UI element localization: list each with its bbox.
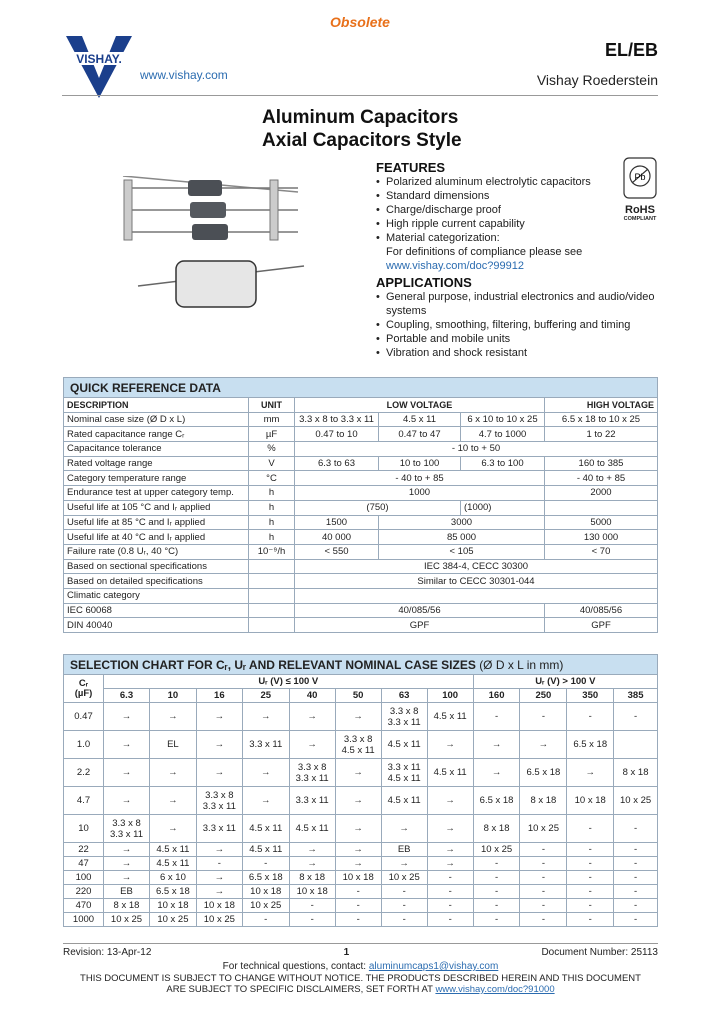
case-size-cell: - [567,815,614,843]
case-size-cell: → [196,843,242,857]
case-size-cell: → [196,731,242,759]
pb-text: Pb [634,172,646,182]
case-size-cell: → [381,815,427,843]
case-size-line: 3.3 x 11 [387,716,421,728]
table-row: DIN 40040 GPF GPF [64,618,658,633]
case-size-cell: 10 x 25 [520,815,567,843]
voltage-header: 100 [427,689,473,703]
case-size-cell: → [520,731,567,759]
case-size-cell: - [335,913,381,927]
case-size-cell: - [520,703,567,731]
contact-email[interactable]: aluminumcaps1@vishay.com [368,961,499,972]
case-size-cell: 10 x 25 [104,913,150,927]
table-row: Nominal case size (Ø D x L) mm 3.3 x 8 to 3.3 x 11 4.5 x 11 6 x 10 to 10 x 25 6.5 x 18 to 10 x 25 [64,412,658,427]
case-size-cell: 4.5 x 11 [381,787,427,815]
case-size-cell: → [104,787,150,815]
case-size-cell: - [335,899,381,913]
table-row [64,731,658,759]
case-size-cell: - [381,885,427,899]
list-item: • Polarized aluminum electrolytic capacitors [376,175,666,189]
case-size-cell: → [381,857,427,871]
case-size-cell [289,759,335,787]
vishay-logo [64,36,134,103]
capacitance-cell: 470 [64,899,104,913]
case-size-cell: 6.5 x 18 [520,759,567,787]
list-item: • General purpose, industrial electronics and audio/video systems [376,290,661,318]
case-size-cell: → [242,787,289,815]
table-row: Based on sectional specifications IEC 384-4, CECC 30300 [64,559,658,574]
case-size-cell: → [196,759,242,787]
capacitance-cell: 47 [64,857,104,871]
case-size-cell: - [427,913,473,927]
case-size-cell: 10 x 18 [196,899,242,913]
table-row [64,913,658,927]
case-size-cell: - [473,871,520,885]
case-size-cell: EB [381,843,427,857]
logo-text: VISHAY. [76,52,122,66]
case-size-cell: - [473,913,520,927]
case-size-cell: - [427,885,473,899]
case-size-cell: → [196,871,242,885]
case-size-cell: → [150,787,197,815]
case-size-cell: → [150,759,197,787]
case-size-cell: 4.5 x 11 [289,815,335,843]
case-size-cell: 6.5 x 18 [473,787,520,815]
case-size-line: 3.3 x 11 [109,828,144,840]
case-size-cell: - [473,703,520,731]
title-line-1: Aluminum Capacitors [262,107,459,128]
table-row: Endurance test at upper category temp. h 1000 2000 [64,486,658,501]
case-size-cell: - [242,857,289,871]
case-size-cell: - [567,703,614,731]
table-row [64,885,658,899]
rohs-sub: COMPLIANT [623,216,657,222]
table-row: Rated voltage range V 6.3 to 63 10 to 100 6.3 to 100 160 to 385 [64,456,658,471]
capacitance-cell: 10 [64,815,104,843]
disclaimer-line-2: ARE SUBJECT TO SPECIFIC DISCLAIMERS, SET FORTH AT www.vishay.com/doc?91000 [166,984,555,995]
low-voltage-header: Uᵣ (V) ≤ 100 V [104,675,474,689]
case-size-cell: → [289,731,335,759]
case-size-cell: 6.5 x 18 [150,885,197,899]
selection-chart-title: SELECTION CHART FOR Cᵣ, Uᵣ AND RELEVANT NOMINAL CASE SIZES (Ø D x L in mm) [64,655,658,675]
list-item: • High ripple current capability [376,217,666,231]
case-size-cell: → [567,759,614,787]
case-size-cell: 3.3 x 11 [196,815,242,843]
case-size-cell: 10 x 25 [473,843,520,857]
case-size-cell: - [614,815,658,843]
features-heading: FEATURES [376,160,446,175]
case-size-cell: 6.5 x 18 [242,871,289,885]
capacitance-cell: 22 [64,843,104,857]
case-size-cell: → [427,815,473,843]
case-size-cell: → [104,857,150,871]
capacitance-cell: 100 [64,871,104,885]
case-size-cell [381,703,427,731]
title-line-2: Axial Capacitors Style [262,130,462,151]
case-size-cell: - [289,899,335,913]
list-item: • Coupling, smoothing, filtering, buffering and timing [376,318,661,332]
footer [63,943,658,995]
voltage-header: 350 [567,689,614,703]
applications-list [376,290,661,360]
column-header: LOW VOLTAGE [295,398,545,413]
compliance-link[interactable]: www.vishay.com/doc?99912 [386,260,524,272]
case-size-cell: EL [150,731,197,759]
table-row [64,703,658,731]
header-divider [62,95,658,96]
case-size-line: 4.5 x 11 [341,744,375,756]
page-number: 1 [343,947,350,958]
table-row: Climatic category [64,588,658,603]
case-size-cell: → [104,759,150,787]
case-size-cell: - [520,899,567,913]
case-size-cell: - [427,899,473,913]
case-size-cell: - [567,899,614,913]
case-size-cell: → [150,703,197,731]
case-size-cell: → [427,843,473,857]
table-row: Category temperature range °C - 40 to + 85 - 40 to + 85 [64,471,658,486]
case-size-cell: - [567,885,614,899]
case-size-cell: - [520,913,567,927]
table-row: IEC 60068 40/085/56 40/085/56 [64,603,658,618]
case-size-cell: 4.5 x 11 [242,815,289,843]
case-size-line: 3.3 x 8 [112,817,141,829]
selection-chart-table [63,654,658,927]
capacitance-cell: 1000 [64,913,104,927]
case-size-cell: - [520,843,567,857]
website-link[interactable]: www.vishay.com [140,68,228,82]
case-size-cell: → [104,703,150,731]
case-size-cell: → [427,857,473,871]
case-size-cell [381,759,427,787]
logo-icon [64,36,134,98]
case-size-cell: → [473,731,520,759]
column-header: DESCRIPTION [64,398,249,413]
case-size-cell [196,787,242,815]
case-size-cell: → [335,787,381,815]
case-size-cell: - [335,885,381,899]
table-row [64,871,658,885]
disclaimer-link[interactable]: www.vishay.com/doc?91000 [435,984,555,995]
case-size-cell: - [614,899,658,913]
applications-section [376,275,661,360]
list-item: • Charge/discharge proof [376,203,666,217]
capacitance-cell: 2.2 [64,759,104,787]
case-size-cell: 10 x 18 [150,899,197,913]
case-size-cell: 3.3 x 11 [289,787,335,815]
case-size-cell: 10 x 18 [289,885,335,899]
rohs-badge [618,156,662,222]
table-row: Useful life at 40 °C and Iᵣ applied h 40 000 85 000 130 000 [64,530,658,545]
table-row: Based on detailed specifications Similar to CECC 30301-044 [64,574,658,589]
case-size-cell: - [614,843,658,857]
table-row [64,787,658,815]
case-size-cell: 3.3 x 11 [242,731,289,759]
case-size-line: 3.3 x 11 [295,772,329,784]
case-size-cell: - [289,913,335,927]
table-row: Useful life at 85 °C and Iᵣ applied h 1500 3000 5000 [64,515,658,530]
table-row: Capacitance tolerance % - 10 to + 50 [64,442,658,457]
case-size-cell: → [335,815,381,843]
case-size-cell: - [614,703,658,731]
capacitor-image [118,176,308,316]
voltage-header: 25 [242,689,289,703]
case-size-cell: 10 x 25 [381,871,427,885]
case-size-cell: 4.5 x 11 [150,843,197,857]
case-size-cell: 10 x 25 [196,913,242,927]
case-size-cell: → [289,843,335,857]
case-size-line: 3.3 x 11 [387,761,421,773]
case-size-cell: - [614,885,658,899]
case-size-line: 3.3 x 11 [202,800,236,812]
case-size-cell: 10 x 18 [567,787,614,815]
case-size-cell: 6 x 10 [150,871,197,885]
case-size-cell: - [473,857,520,871]
case-size-cell: - [567,843,614,857]
case-size-cell: - [427,871,473,885]
case-size-cell: → [473,759,520,787]
case-size-cell: 8 x 18 [473,815,520,843]
voltage-header: 63 [381,689,427,703]
case-size-cell: 4.5 x 11 [150,857,197,871]
case-size-cell: - [614,857,658,871]
disclaimer-line-1: THIS DOCUMENT IS SUBJECT TO CHANGE WITHOUT NOTICE. THE PRODUCTS DESCRIBED HEREIN AND THIS DOCUMENT [80,973,641,984]
case-size-cell: - [381,913,427,927]
case-size-cell: 4.5 x 11 [427,703,473,731]
case-size-cell: - [381,899,427,913]
capacitance-cell: 1.0 [64,731,104,759]
contact-line: For technical questions, contact: aluminumcaps1@vishay.com [222,961,499,972]
case-size-cell: - [614,913,658,927]
compliance-note: For definitions of compliance please see [386,246,583,258]
rohs-label: RoHS [625,204,655,216]
case-size-cell: → [104,871,150,885]
case-size-cell [335,731,381,759]
voltage-header: 160 [473,689,520,703]
case-size-cell: → [196,885,242,899]
case-size-cell: → [335,759,381,787]
case-size-cell: 4.5 x 11 [381,731,427,759]
case-size-cell: - [473,885,520,899]
voltage-header: 385 [614,689,658,703]
case-size-cell: → [289,703,335,731]
voltage-header: 50 [335,689,381,703]
case-size-cell: 10 x 18 [335,871,381,885]
voltage-header: 40 [289,689,335,703]
case-size-cell: - [196,857,242,871]
list-item: • Portable and mobile units [376,332,661,346]
case-size-cell: 10 x 25 [242,899,289,913]
capacitance-cell: 220 [64,885,104,899]
table-row [64,899,658,913]
quick-reference-title: QUICK REFERENCE DATA [64,378,658,398]
case-size-cell: → [196,703,242,731]
list-item: • Vibration and shock resistant [376,346,661,360]
case-size-cell: → [150,815,197,843]
pb-free-icon [622,156,658,200]
case-size-cell: - [242,913,289,927]
page-title [262,106,462,152]
case-size-cell: EB [104,885,150,899]
manufacturer: Vishay Roederstein [536,72,658,88]
case-size-cell: → [335,703,381,731]
case-size-cell: - [520,857,567,871]
case-size-cell: → [104,843,150,857]
case-size-cell: 8 x 18 [520,787,567,815]
table-row: Failure rate (0.8 Uᵣ, 40 °C) 10⁻⁹/h < 550 < 105 < 70 [64,544,658,559]
case-size-cell [614,731,658,759]
case-size-cell: 4.5 x 11 [242,843,289,857]
case-size-cell: 4.5 x 11 [427,759,473,787]
case-size-cell: → [335,843,381,857]
table-row: Rated capacitance range Cᵣ µF 0.47 to 10 0.47 to 47 4.7 to 1000 1 to 22 [64,427,658,442]
voltage-header-row [64,689,658,703]
case-size-cell: - [520,885,567,899]
column-header: UNIT [249,398,295,413]
case-size-cell: → [242,703,289,731]
voltage-header: 16 [196,689,242,703]
table-row [64,759,658,787]
case-size-cell: 10 x 25 [614,787,658,815]
voltage-header: 6.3 [104,689,150,703]
case-size-cell: 10 x 18 [242,885,289,899]
capacitance-cell: 4.7 [64,787,104,815]
case-size-cell: → [335,857,381,871]
case-size-cell: → [427,731,473,759]
obsolete-label: Obsolete [330,14,390,30]
case-size-cell: 8 x 18 [289,871,335,885]
table-row [64,857,658,871]
case-size-cell: 10 x 25 [150,913,197,927]
revision: Revision: 13-Apr-12 [63,947,152,958]
table-row [64,815,658,843]
case-size-line: 3.3 x 8 [297,761,327,773]
case-size-cell: 6.5 x 18 [567,731,614,759]
case-size-cell: 8 x 18 [614,759,658,787]
case-size-cell: → [242,759,289,787]
case-size-cell: → [427,787,473,815]
case-size-cell: → [289,857,335,871]
case-size-cell: - [567,913,614,927]
case-size-line: 3.3 x 8 [205,789,234,801]
case-size-line: 4.5 x 11 [387,772,421,784]
table-row [64,843,658,857]
case-size-line: 3.3 x 8 [389,705,419,717]
list-item: • Standard dimensions [376,189,666,203]
column-header: HIGH VOLTAGE [545,398,658,413]
document-number: Document Number: 25113 [541,947,658,958]
case-size-cell: - [614,871,658,885]
capacitance-cell: 0.47 [64,703,104,731]
case-size-cell: - [473,899,520,913]
high-voltage-header: Uᵣ (V) > 100 V [473,675,657,689]
case-size-cell: - [567,871,614,885]
list-item: • Material categorization: [376,231,666,245]
case-size-cell: 8 x 18 [104,899,150,913]
case-size-cell: - [520,871,567,885]
quick-reference-table [63,377,658,633]
case-size-cell [104,815,150,843]
table-row: Useful life at 105 °C and Iᵣ applied h (750) (1000) [64,500,658,515]
case-size-cell: → [104,731,150,759]
voltage-header: 250 [520,689,567,703]
part-number: EL/EB [604,40,658,60]
case-size-line: 3.3 x 8 [343,733,373,745]
voltage-header: 10 [150,689,197,703]
cr-header: Cᵣ (µF) [64,675,104,703]
applications-heading: APPLICATIONS [376,275,472,290]
case-size-cell: - [567,857,614,871]
